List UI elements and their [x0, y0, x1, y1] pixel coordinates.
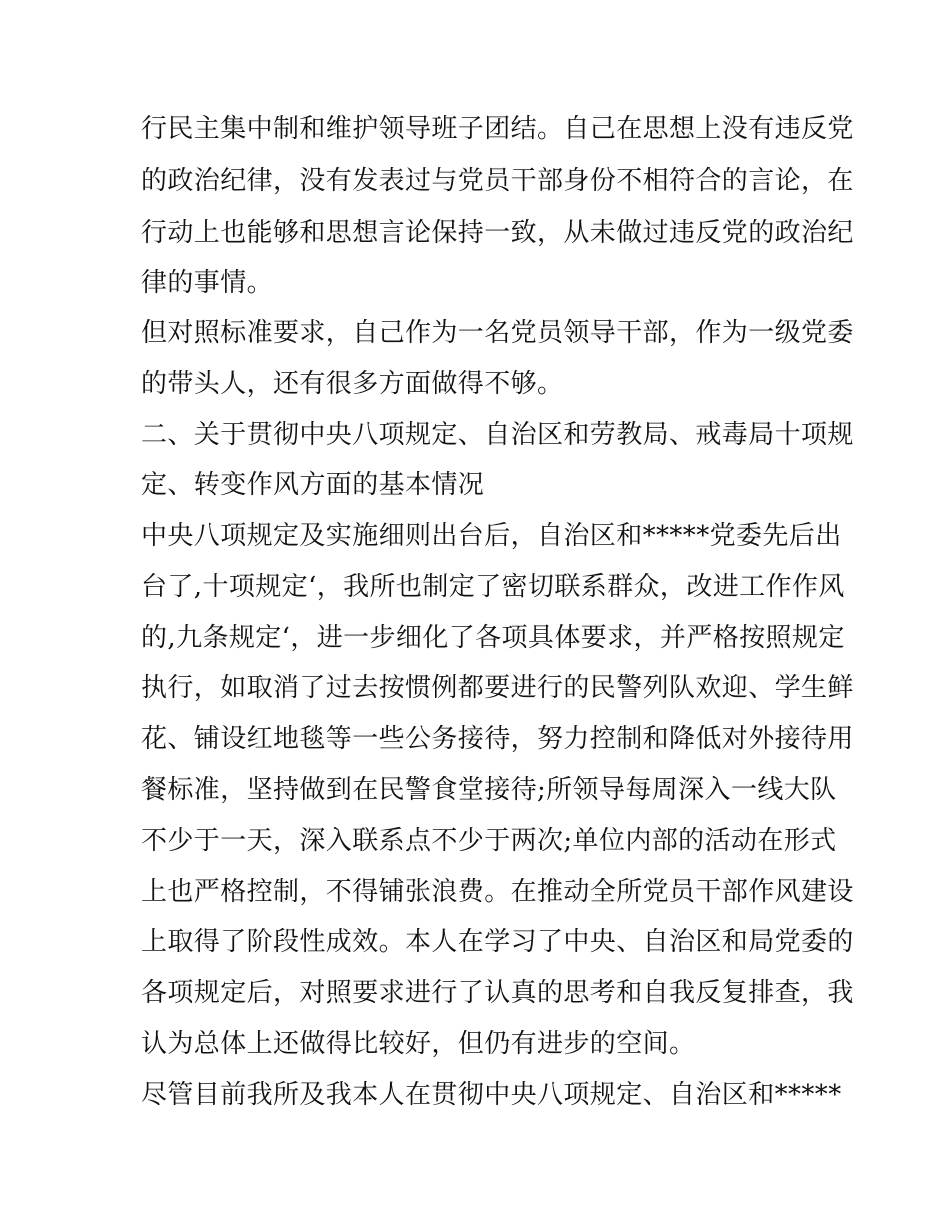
text-line: 尽管目前我所及我本人在贯彻中央八项规定、自治区和***** — [141, 1080, 842, 1110]
text-line: 但对照标准要求，自己作为一名党员领导干部，作为一级党委 — [141, 318, 854, 348]
text-line: 的带头人，还有很多方面做得不够。 — [141, 369, 564, 399]
text-line: 餐标准，坚持做到在民警食堂接待;所领导每周深入一线大队 — [141, 775, 837, 805]
text-line: 上取得了阶段性成效。本人在学习了中央、自治区和局党委的 — [141, 927, 854, 957]
text-line: 认为总体上还做得比较好，但仍有进步的空间。 — [141, 1029, 696, 1059]
text-line: 行民主集中制和维护领导班子团结。自己在思想上没有违反党 — [141, 114, 854, 144]
text-line: 中央八项规定及实施细则出台后，自治区和*****党委先后出 — [141, 521, 842, 551]
section-heading-line: 定、转变作风方面的基本情况 — [141, 470, 485, 500]
section-heading-line: 二、关于贯彻中央八项规定、自治区和劳教局、戒毒局十项规 — [141, 420, 854, 450]
text-line: 律的事情。 — [141, 268, 274, 298]
text-line: 行动上也能够和思想言论保持一致，从未做过违反党的政治纪 — [141, 218, 854, 248]
text-line: 各项规定后，对照要求进行了认真的思考和自我反复排查，我 — [141, 978, 854, 1008]
text-line: 花、铺设红地毯等一些公务接待，努力控制和降低对外接待用 — [141, 724, 854, 754]
text-line: 上也严格控制，不得铺张浪费。在推动全所党员干部作风建设 — [141, 877, 854, 907]
text-line: 台了,十项规定‘，我所也制定了密切联系群众，改进工作作风 — [141, 572, 845, 602]
text-line: 执行，如取消了过去按惯例都要进行的民警列队欢迎、学生鲜 — [141, 673, 854, 703]
text-line: 的,九条规定‘，进一步细化了各项具体要求，并严格按照规定 — [141, 623, 845, 653]
text-line: 不少于一天，深入联系点不少于两次;单位内部的活动在形式 — [141, 826, 837, 856]
text-line: 的政治纪律，没有发表过与党员干部身份不相符合的言论，在 — [141, 166, 854, 196]
